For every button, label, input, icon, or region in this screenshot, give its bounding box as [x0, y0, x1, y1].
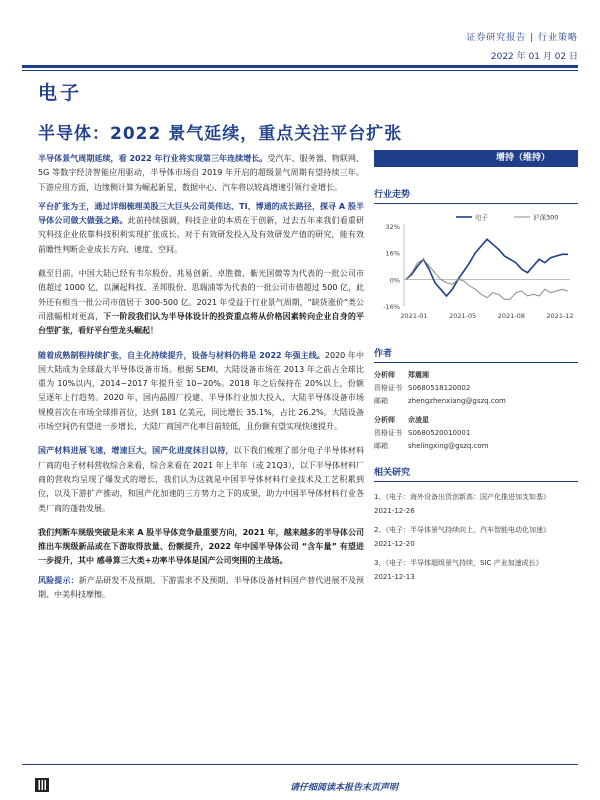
- author-name: 佘凌星: [408, 416, 429, 424]
- p5-text: 以下我们梳理了部分电子半导体材料厂商的电子材料营收综合来看，综合来看在 2021 年上半年（或 21Q3），以下半导体材料厂商的营收均呈现了爆发式的增长，我们认为这就是中国半导体材料行业技术及工艺积累到位，以及下游扩产推动，和国产化加速的三方势力之下的成果，助力中国半导体材料行业各类厂商的蓬勃发展。: [38, 446, 365, 513]
- p4-text: 2020 年中国大陆成为全球最大半导体设备市场。根据 SEMI，大陆设备市场在 2013 年之前占全球比重为 10%以内，2014~2017 年提升至 10~20%。2018 年之后保持在 20%以上，份额呈逐年上行趋势。2020 年，国内晶圆厂投建、半导体行业加大投入，大陆半导体设备市场规模首次在市场全球排首位，达到 181 亿美元，同比增长 35.1%，占比 26.2%。大陆设备市场空间仍有望进一步增长，大陆厂商国产化率目前较低，且份额有望实现快速提升。: [38, 350, 364, 432]
- paragraph-3: [38, 267, 364, 338]
- p5-bold: 国产材料进展飞速，增速巨大，国产化进度抹目以待，: [38, 446, 234, 456]
- paragraph-1: [38, 152, 364, 195]
- related-date: 2021-12-20: [374, 540, 415, 548]
- footer-disclaimer: 请仔细阅读本报告末页声明: [289, 783, 398, 793]
- related-item[interactable]: 2、《电子：半导体景气持续向上，汽车智能电动化加速》: [374, 526, 550, 534]
- p2-text: 此前持续强调，科技企业的本质在于创新，过去五年来我们看重研究科技企业依靠科技积利实现扩张成长。对于有效研发投入及有效研发产值的研究，能有效前瞻性判断企业成长方向、速度、空间。: [38, 216, 365, 254]
- author-name: 郑震湘: [408, 371, 429, 379]
- author-1: [374, 369, 578, 408]
- trend-title: 行业走势: [374, 187, 578, 204]
- x-tick-label: 2021-08: [497, 312, 525, 320]
- risk-text: 新产品研发不及预期、下游需求不及预期、半导体设备材料国产替代进展不及预期、中美科技摩擦。: [38, 575, 365, 600]
- authors-section: [374, 346, 578, 453]
- legend-label: 电子: [475, 213, 488, 222]
- x-tick-label: 2021-05: [449, 312, 477, 320]
- p3-text: 截至目前，中国大陆已经有韦尔股份、兆易创新、卓胜微、紫光国微等为代表的一批公司市值超过 1000 亿，以澜起科技、圣邦股份、思瑞浦等为代表的一批公司市值超过 500 亿，此外还有相当一批公司市值居于 300-500 亿。2021 年受益于行业景气周期，“缺货涨价”类公司涨幅相对更高，: [38, 269, 364, 321]
- email-label: 邮箱: [374, 397, 388, 405]
- y-tick-label: -16%: [383, 303, 400, 311]
- footer-rule: [22, 764, 578, 765]
- related-section: [374, 465, 578, 581]
- report-type: 证券研究报告 | 行业策略: [466, 33, 578, 43]
- y-tick-label: 32%: [385, 223, 400, 231]
- p1-text: 受汽车、服务器、物联网、5G 等数字经济智能应用驱动，半导体市场自 2019 年开启的超级景气周期有望持续三年。下游应用方面，边缘侧计算为崛起新星，数据中心、汽车将以较高增速引领行业增长。: [38, 154, 364, 192]
- x-tick-label: 2021-01: [400, 312, 428, 320]
- qr-code-icon: [35, 778, 49, 792]
- risk-paragraph: [38, 574, 364, 603]
- related-item[interactable]: 1、《电子：海外设备出货创新高：国产化推进加支如基》: [374, 493, 550, 501]
- page-title: 半导体：2022 景气延续，重点关注平台扩张: [38, 124, 403, 144]
- legend-label: 沪深300: [533, 213, 559, 222]
- paragraph-5: [38, 444, 364, 515]
- p4-bold: 随着成熟制程持续扩张，自主化持续提升，设备与材料仍将是 2022 年强主线。: [38, 350, 325, 360]
- email-label: 邮箱: [374, 442, 388, 450]
- author-email[interactable]: zhengzhenxiang@gszq.com: [408, 397, 506, 405]
- related-title: 相关研究: [374, 465, 578, 482]
- author-cert: S0680520010001: [408, 429, 471, 437]
- p1-bold: 半导体景气周期延续，看 2022 年行业将实现第三年连续增长。: [38, 154, 268, 163]
- y-tick-label: 16%: [385, 249, 400, 258]
- p3-bold: 下一阶段我们认为半导体设计的投资重点将从价格因素转向企业自身的平台型扩张，看好平台型龙头崛起！: [38, 311, 365, 336]
- report-date: 2022 年 01 月 02 日: [490, 52, 578, 62]
- sidebar: [374, 150, 578, 581]
- sector-title: 电子: [38, 82, 83, 104]
- risk-label: 风险提示：: [38, 575, 79, 585]
- header-rule: [22, 65, 578, 68]
- rating-badge: 增持（维持）: [374, 150, 578, 167]
- trend-chart-svg: [374, 212, 578, 324]
- cert-label: 资格证书: [374, 384, 402, 392]
- related-date: 2021-12-26: [374, 507, 415, 515]
- authors-title: 作者: [374, 346, 578, 363]
- p2-bold: 平台扩张为王，通过详细梳理美股三大巨头公司英伟达、TI、博通的成长路径，探寻 A 股半导体公司做大做强之路。: [38, 201, 364, 226]
- related-item[interactable]: 3、《电子：半导体超级景气持续，SIC 产业加速成长》: [374, 559, 543, 567]
- paragraph-6: 我们判断车规级突破是未来 A 股半导体竞争最重要方向，2021 年，越来越多的半导体公司推出车规级新品或在下游取得放量、份额提升，2022 年中国半导体公司 “含车量” 有望进一步提升，其中 感尋算三大类+功率半导体是国产公司突围的主战场。: [38, 527, 364, 566]
- header-rule-thin: [22, 70, 578, 71]
- author-role: 分析师: [374, 371, 395, 379]
- related-date: 2021-12-13: [374, 573, 415, 581]
- body-text: [38, 152, 364, 607]
- trend-chart: [374, 212, 578, 324]
- y-tick-label: 0%: [389, 276, 400, 285]
- cert-label: 资格证书: [374, 429, 402, 437]
- author-2: [374, 414, 578, 453]
- author-email[interactable]: shelingxing@gszq.com: [408, 442, 489, 450]
- author-cert: S0680518120002: [408, 384, 471, 392]
- author-role: 分析师: [374, 416, 395, 424]
- paragraph-4: [38, 349, 364, 435]
- paragraph-2: [38, 200, 364, 257]
- x-tick-label: 2021-12: [546, 312, 574, 320]
